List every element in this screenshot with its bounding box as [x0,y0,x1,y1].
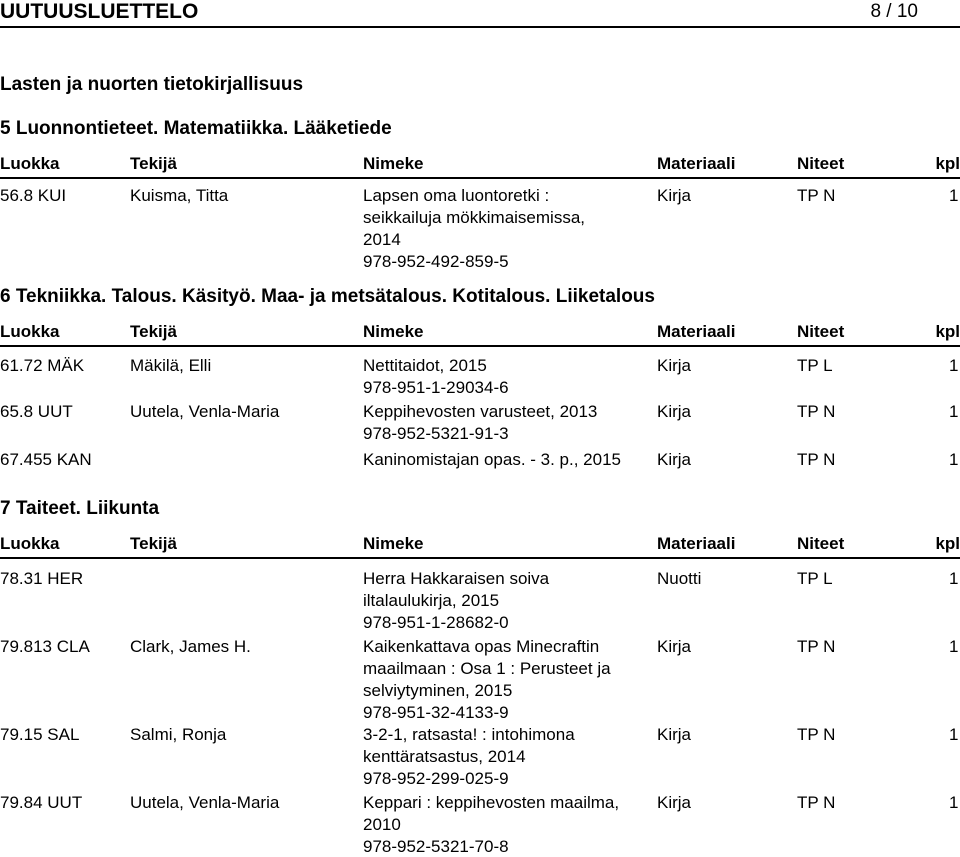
luokka-cell: 67.455 KAN [0,450,92,469]
kpl-cell: 1 [949,402,959,421]
col-nimeke-header: Nimeke [363,322,424,341]
tekija-cell: Kuisma, Titta [130,186,229,205]
col-luokka-header: Luokka [0,322,60,341]
header-rule [0,26,960,28]
col-luokka-header: Luokka [0,154,60,173]
materiaali-cell: Kirja [657,793,692,812]
section-heading: 6 Tekniikka. Talous. Käsityö. Maa- ja metsätalous. Kotitalous. Liiketalous [0,286,655,307]
nimeke-line: 2010 [363,815,401,834]
col-tekija-header: Tekijä [130,154,177,173]
nimeke-line: 978-951-32-4133-9 [363,703,509,722]
nimeke-line: 3-2-1, ratsasta! : intohimona [363,725,575,744]
niteet-cell: TP N [797,725,836,744]
niteet-cell: TP N [797,793,836,812]
col-kpl-header: kpl [935,534,960,553]
header-rule [0,177,960,179]
nimeke-line: Keppari : keppihevosten maailma, [363,793,620,812]
materiaali-cell: Kirja [657,402,692,421]
luokka-cell: 61.72 MÄK [0,356,85,375]
col-luokka-header: Luokka [0,534,60,553]
nimeke-line: 2014 [363,230,401,249]
header-rule [0,345,960,347]
kpl-cell: 1 [949,725,959,744]
nimeke-line: Lapsen oma luontoretki : [363,186,550,205]
kpl-cell: 1 [949,569,959,588]
col-materiaali-header: Materiaali [657,154,736,173]
niteet-cell: TP N [797,450,836,469]
materiaali-cell: Kirja [657,356,692,375]
kpl-cell: 1 [949,450,959,469]
niteet-cell: TP L [797,569,833,588]
col-kpl-header: kpl [935,154,960,173]
nimeke-line: Kaikenkattava opas Minecraftin [363,637,600,656]
nimeke-line: 978-951-1-28682-0 [363,613,509,632]
nimeke-line: kenttäratsastus, 2014 [363,747,526,766]
niteet-cell: TP N [797,186,836,205]
kpl-cell: 1 [949,793,959,812]
tekija-cell: Clark, James H. [130,637,251,656]
col-nimeke-header: Nimeke [363,154,424,173]
col-materiaali-header: Materiaali [657,534,736,553]
page-title: UUTUUSLUETTELO [0,0,199,23]
nimeke-line: 978-952-5321-70-8 [363,837,509,856]
nimeke-line: selviytyminen, 2015 [363,681,513,700]
nimeke-line: Keppihevosten varusteet, 2013 [363,402,598,421]
nimeke-line: iltalaulukirja, 2015 [363,591,500,610]
section-heading: 5 Luonnontieteet. Matematiikka. Lääketiede [0,118,392,139]
tekija-cell: Salmi, Ronja [130,725,227,744]
nimeke-line: 978-951-1-29034-6 [363,378,509,397]
col-materiaali-header: Materiaali [657,322,736,341]
niteet-cell: TP L [797,356,833,375]
materiaali-cell: Nuotti [657,569,702,588]
nimeke-line: 978-952-492-859-5 [363,252,509,271]
luokka-cell: 65.8 UUT [0,402,73,421]
materiaali-cell: Kirja [657,450,692,469]
col-niteet-header: Niteet [797,322,845,341]
luokka-cell: 79.84 UUT [0,793,83,812]
tekija-cell: Uutela, Venla-Maria [130,793,280,812]
col-niteet-header: Niteet [797,154,845,173]
nimeke-line: 978-952-5321-91-3 [363,424,509,443]
nimeke-line: Kaninomistajan opas. - 3. p., 2015 [363,450,621,469]
header-rule [0,557,960,559]
page-number: 8 / 10 [870,1,918,22]
col-niteet-header: Niteet [797,534,845,553]
category-heading: Lasten ja nuorten tietokirjallisuus [0,74,304,95]
kpl-cell: 1 [949,186,959,205]
tekija-cell: Mäkilä, Elli [130,356,212,375]
materiaali-cell: Kirja [657,637,692,656]
nimeke-line: seikkailuja mökkimaisemissa, [363,208,586,227]
niteet-cell: TP N [797,402,836,421]
col-tekija-header: Tekijä [130,534,177,553]
niteet-cell: TP N [797,637,836,656]
materiaali-cell: Kirja [657,725,692,744]
nimeke-line: 978-952-299-025-9 [363,769,509,788]
nimeke-line: maailmaan : Osa 1 : Perusteet ja [363,659,611,678]
tekija-cell: Uutela, Venla-Maria [130,402,280,421]
kpl-cell: 1 [949,637,959,656]
kpl-cell: 1 [949,356,959,375]
nimeke-line: Nettitaidot, 2015 [363,356,487,375]
materiaali-cell: Kirja [657,186,692,205]
nimeke-line: Herra Hakkaraisen soiva [363,569,550,588]
luokka-cell: 56.8 KUI [0,186,67,205]
col-kpl-header: kpl [935,322,960,341]
col-tekija-header: Tekijä [130,322,177,341]
col-nimeke-header: Nimeke [363,534,424,553]
section-heading: 7 Taiteet. Liikunta [0,498,160,519]
luokka-cell: 78.31 HER [0,569,84,588]
luokka-cell: 79.813 CLA [0,637,90,656]
luokka-cell: 79.15 SAL [0,725,80,744]
